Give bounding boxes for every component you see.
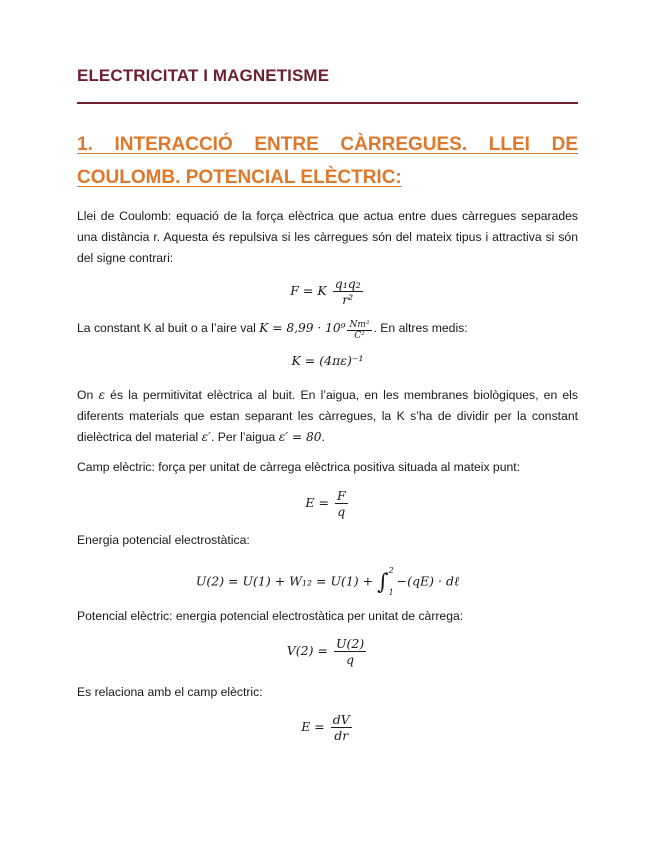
integral-lower-limit: 1 — [388, 588, 394, 597]
equation-field-gradient — [77, 712, 578, 743]
paragraph-constant-k-text-start: La constant K al buit o a l’aire val — [77, 321, 260, 335]
equation-coulomb-numerator: q₁q₂ — [334, 276, 361, 291]
equation-electric-potential-fraction — [334, 636, 366, 667]
equation-electric-field-fraction — [335, 488, 348, 519]
constant-k-unit — [347, 320, 371, 341]
title-divider — [77, 102, 578, 104]
equation-electric-field-denominator: q — [337, 504, 346, 519]
equation-coulomb-fraction — [333, 276, 363, 307]
equation-potential-energy-lhs: U(2) = U(1) + W₁₂ = U(1) + — [195, 573, 378, 589]
equation-electric-potential-numerator: U(2) — [335, 636, 365, 651]
constant-k-unit-numerator: Nm² — [349, 320, 370, 330]
paragraph-electric-potential: Potencial elèctric: energia potencial electrostàtica per unitat de càrrega: — [77, 609, 464, 623]
equation-potential-energy-integrand: −(qE) · dℓ — [396, 573, 460, 589]
integral-limits — [389, 560, 394, 604]
equation-coulomb — [77, 276, 578, 307]
paragraph-permittivity-d: . — [321, 430, 325, 444]
equation-field-gradient-numerator: dV — [332, 712, 350, 727]
equation-coulomb-lhs: F = K — [290, 283, 327, 298]
document-title: ELECTRICITAT I MAGNETISME — [77, 66, 330, 85]
equation-field-gradient-lhs: E = — [301, 719, 325, 734]
constant-k-value: K = 8,99 · 10⁹ — [259, 321, 346, 335]
paragraph-constant-k-text-end: . En altres medis: — [373, 321, 468, 335]
equation-electric-potential — [77, 636, 578, 667]
paragraph-electric-field: Camp elèctric: força per unitat de càrrega elèctrica positiva situada al mateix punt: — [77, 460, 521, 474]
equation-electric-potential-lhs: V(2) = — [286, 643, 328, 658]
paragraph-potential-energy: Energia potencial electrostàtica: — [77, 533, 250, 547]
equation-coulomb-denominator: r² — [342, 292, 354, 307]
paragraph-permittivity-a: On — [77, 388, 99, 402]
equation-electric-field-lhs: E = — [305, 495, 329, 510]
equation-electric-field — [77, 488, 578, 519]
equation-potential-energy — [77, 560, 578, 604]
equation-field-gradient-fraction — [331, 712, 352, 743]
water-dielectric-value: ε′ = 80 — [278, 430, 322, 444]
paragraph-field-relation: Es relaciona amb el camp elèctric: — [77, 685, 263, 699]
equation-electric-potential-denominator: q — [346, 652, 355, 667]
constant-k-unit-denominator: C² — [354, 331, 365, 341]
equation-k-medium: K = (4πε)⁻¹ — [291, 353, 364, 368]
paragraph-permittivity-c: . Per l’aigua — [210, 430, 279, 444]
equation-field-gradient-denominator: dr — [334, 728, 349, 743]
section-heading: 1. INTERACCIÓ ENTRE CÀRREGUES. LLEI DE COULOMB. POTENCIAL ELÈCTRIC: — [77, 134, 578, 188]
integral-upper-limit: 2 — [388, 566, 394, 575]
equation-electric-field-numerator: F — [336, 488, 346, 503]
epsilon-symbol: ε — [98, 388, 105, 402]
integral-sign: ∫ — [377, 569, 389, 595]
epsilon-prime-symbol: ε′ — [201, 430, 211, 444]
paragraph-permittivity-b: és la permitivitat elèctrica al buit. En l’aigua, en les membranes biològiques, en els diferents materials que estan separant les càrregues, la K s’ha de dividir per la constant dielèctrica del material — [77, 388, 578, 444]
paragraph-constant-k — [77, 318, 578, 341]
paragraph-coulomb-law: Llei de Coulomb: equació de la força elèctrica que actua entre dues càrregues separades una distància r. Aquesta és repulsiva si les càrregues són del mateix tipus i attractiva si són del signe contrari: — [77, 209, 578, 265]
paragraph-permittivity — [77, 385, 578, 448]
